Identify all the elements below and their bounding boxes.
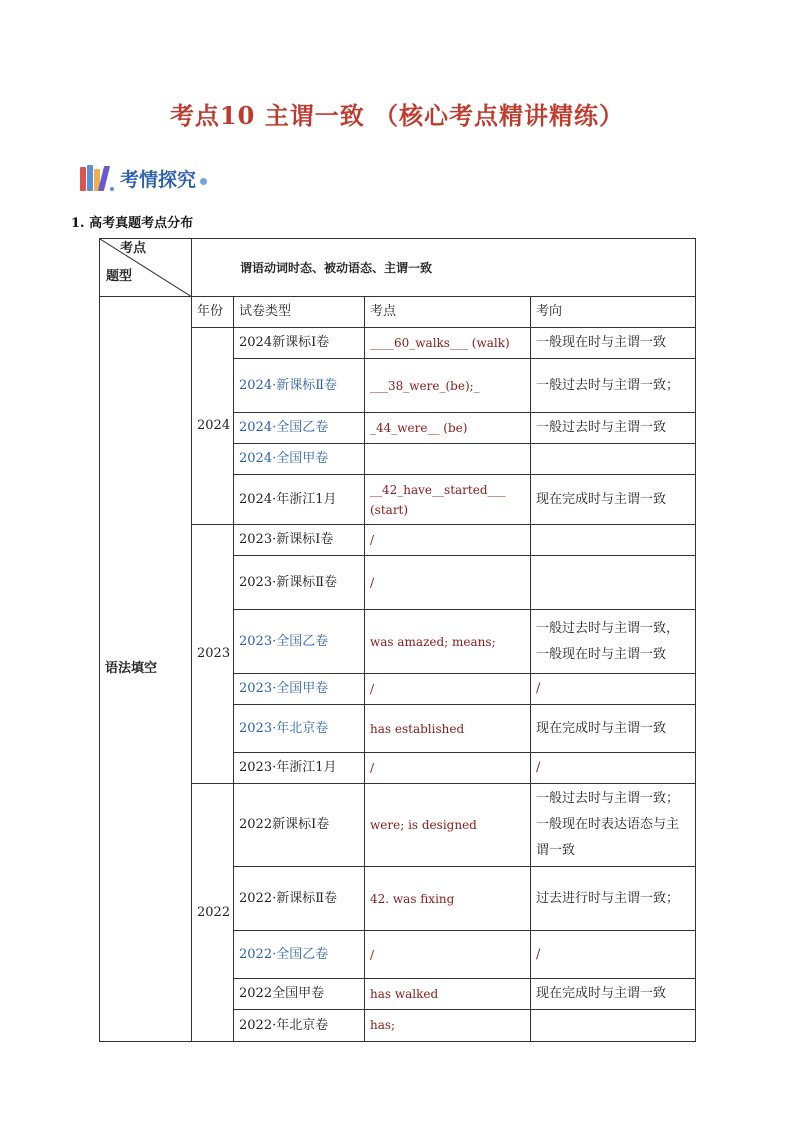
paper-cell: 2022新课标Ⅰ卷 (234, 784, 365, 867)
direction-cell: 一般过去时与主谓一致 (531, 413, 696, 444)
paper-cell: 2022全国甲卷 (234, 979, 365, 1010)
paper-cell: 2023·年北京卷 (234, 705, 365, 753)
direction-cell: 现在完成时与主谓一致 (531, 705, 696, 753)
point-cell: has; (365, 1010, 531, 1042)
direction-cell (531, 525, 696, 556)
point-cell: were; is designed (365, 784, 531, 867)
paper-cell: 2024·全国甲卷 (234, 444, 365, 475)
point-cell: / (365, 931, 531, 979)
topic-cell: 谓语动词时态、被动语态、主谓一致 (192, 239, 696, 297)
col-header-direction: 考向 (531, 297, 696, 328)
direction-cell: 过去进行时与主谓一致； (531, 867, 696, 931)
paper-cell: 2022·年北京卷 (234, 1010, 365, 1042)
paper-cell: 2023·新课标Ⅱ卷 (234, 556, 365, 610)
direction-cell: 一般过去时与主谓一致；一般现在时表达语态与主谓一致 (531, 784, 696, 867)
paper-cell: 2024·全国乙卷 (234, 413, 365, 444)
direction-cell: 现在完成时与主谓一致 (531, 979, 696, 1010)
year-cell-2024: 2024 (192, 328, 234, 525)
banner-dot (200, 178, 207, 185)
point-cell: / (365, 556, 531, 610)
point-cell: has established (365, 705, 531, 753)
paper-cell: 2024新课标Ⅰ卷 (234, 328, 365, 359)
paper-cell: 2023·年浙江1月 (234, 753, 365, 784)
paper-cell: 2023·新课标Ⅰ卷 (234, 525, 365, 556)
point-cell: __42_have__started___ (start) (365, 475, 531, 525)
point-cell: has walked (365, 979, 531, 1010)
direction-cell: 一般过去时与主谓一致； (531, 359, 696, 413)
col-header-point: 考点 (365, 297, 531, 328)
point-cell: / (365, 753, 531, 784)
corner-bottom-label: 题型 (106, 269, 133, 284)
point-cell: ____60_walks___ (walk) (365, 328, 531, 359)
paper-cell: 2024·年浙江1月 (234, 475, 365, 525)
paper-cell: 2022·全国乙卷 (234, 931, 365, 979)
books-icon (80, 165, 118, 191)
paper-cell: 2024·新课标Ⅱ卷 (234, 359, 365, 413)
point-cell: _44_were__ (be) (365, 413, 531, 444)
direction-cell: / (531, 753, 696, 784)
col-header-paper: 试卷类型 (234, 297, 365, 328)
banner-label: 考情探究 (120, 168, 197, 191)
point-cell: was amazed; means; (365, 610, 531, 674)
paper-cell: 2023·全国乙卷 (234, 610, 365, 674)
section-heading: 1. 高考真题考点分布 (71, 216, 194, 231)
section-banner (80, 164, 207, 192)
exam-distribution-table (99, 238, 696, 1042)
point-cell (365, 444, 531, 475)
header-corner-cell (100, 239, 192, 297)
direction-cell: 现在完成时与主谓一致 (531, 475, 696, 525)
point-cell: ___38_were_(be);_ (365, 359, 531, 413)
direction-cell: 一般过去时与主谓一致，一般现在时与主谓一致 (531, 610, 696, 674)
paper-cell: 2022·新课标Ⅱ卷 (234, 867, 365, 931)
direction-cell: 一般现在时与主谓一致 (531, 328, 696, 359)
corner-top-label: 考点 (120, 241, 147, 256)
point-cell: 42. was fixing (365, 867, 531, 931)
direction-cell: / (531, 674, 696, 705)
col-header-year: 年份 (192, 297, 234, 328)
direction-cell (531, 444, 696, 475)
page-title: 考点10 主谓一致 （核心考点精讲精练） (169, 101, 625, 130)
direction-cell: / (531, 931, 696, 979)
direction-cell (531, 1010, 696, 1042)
point-cell: / (365, 674, 531, 705)
year-cell-2022: 2022 (192, 784, 234, 1042)
category-cell: 语法填空 (100, 297, 192, 1042)
paper-cell: 2023·全国甲卷 (234, 674, 365, 705)
direction-cell (531, 556, 696, 610)
point-cell: / (365, 525, 531, 556)
year-cell-2023: 2023 (192, 525, 234, 784)
